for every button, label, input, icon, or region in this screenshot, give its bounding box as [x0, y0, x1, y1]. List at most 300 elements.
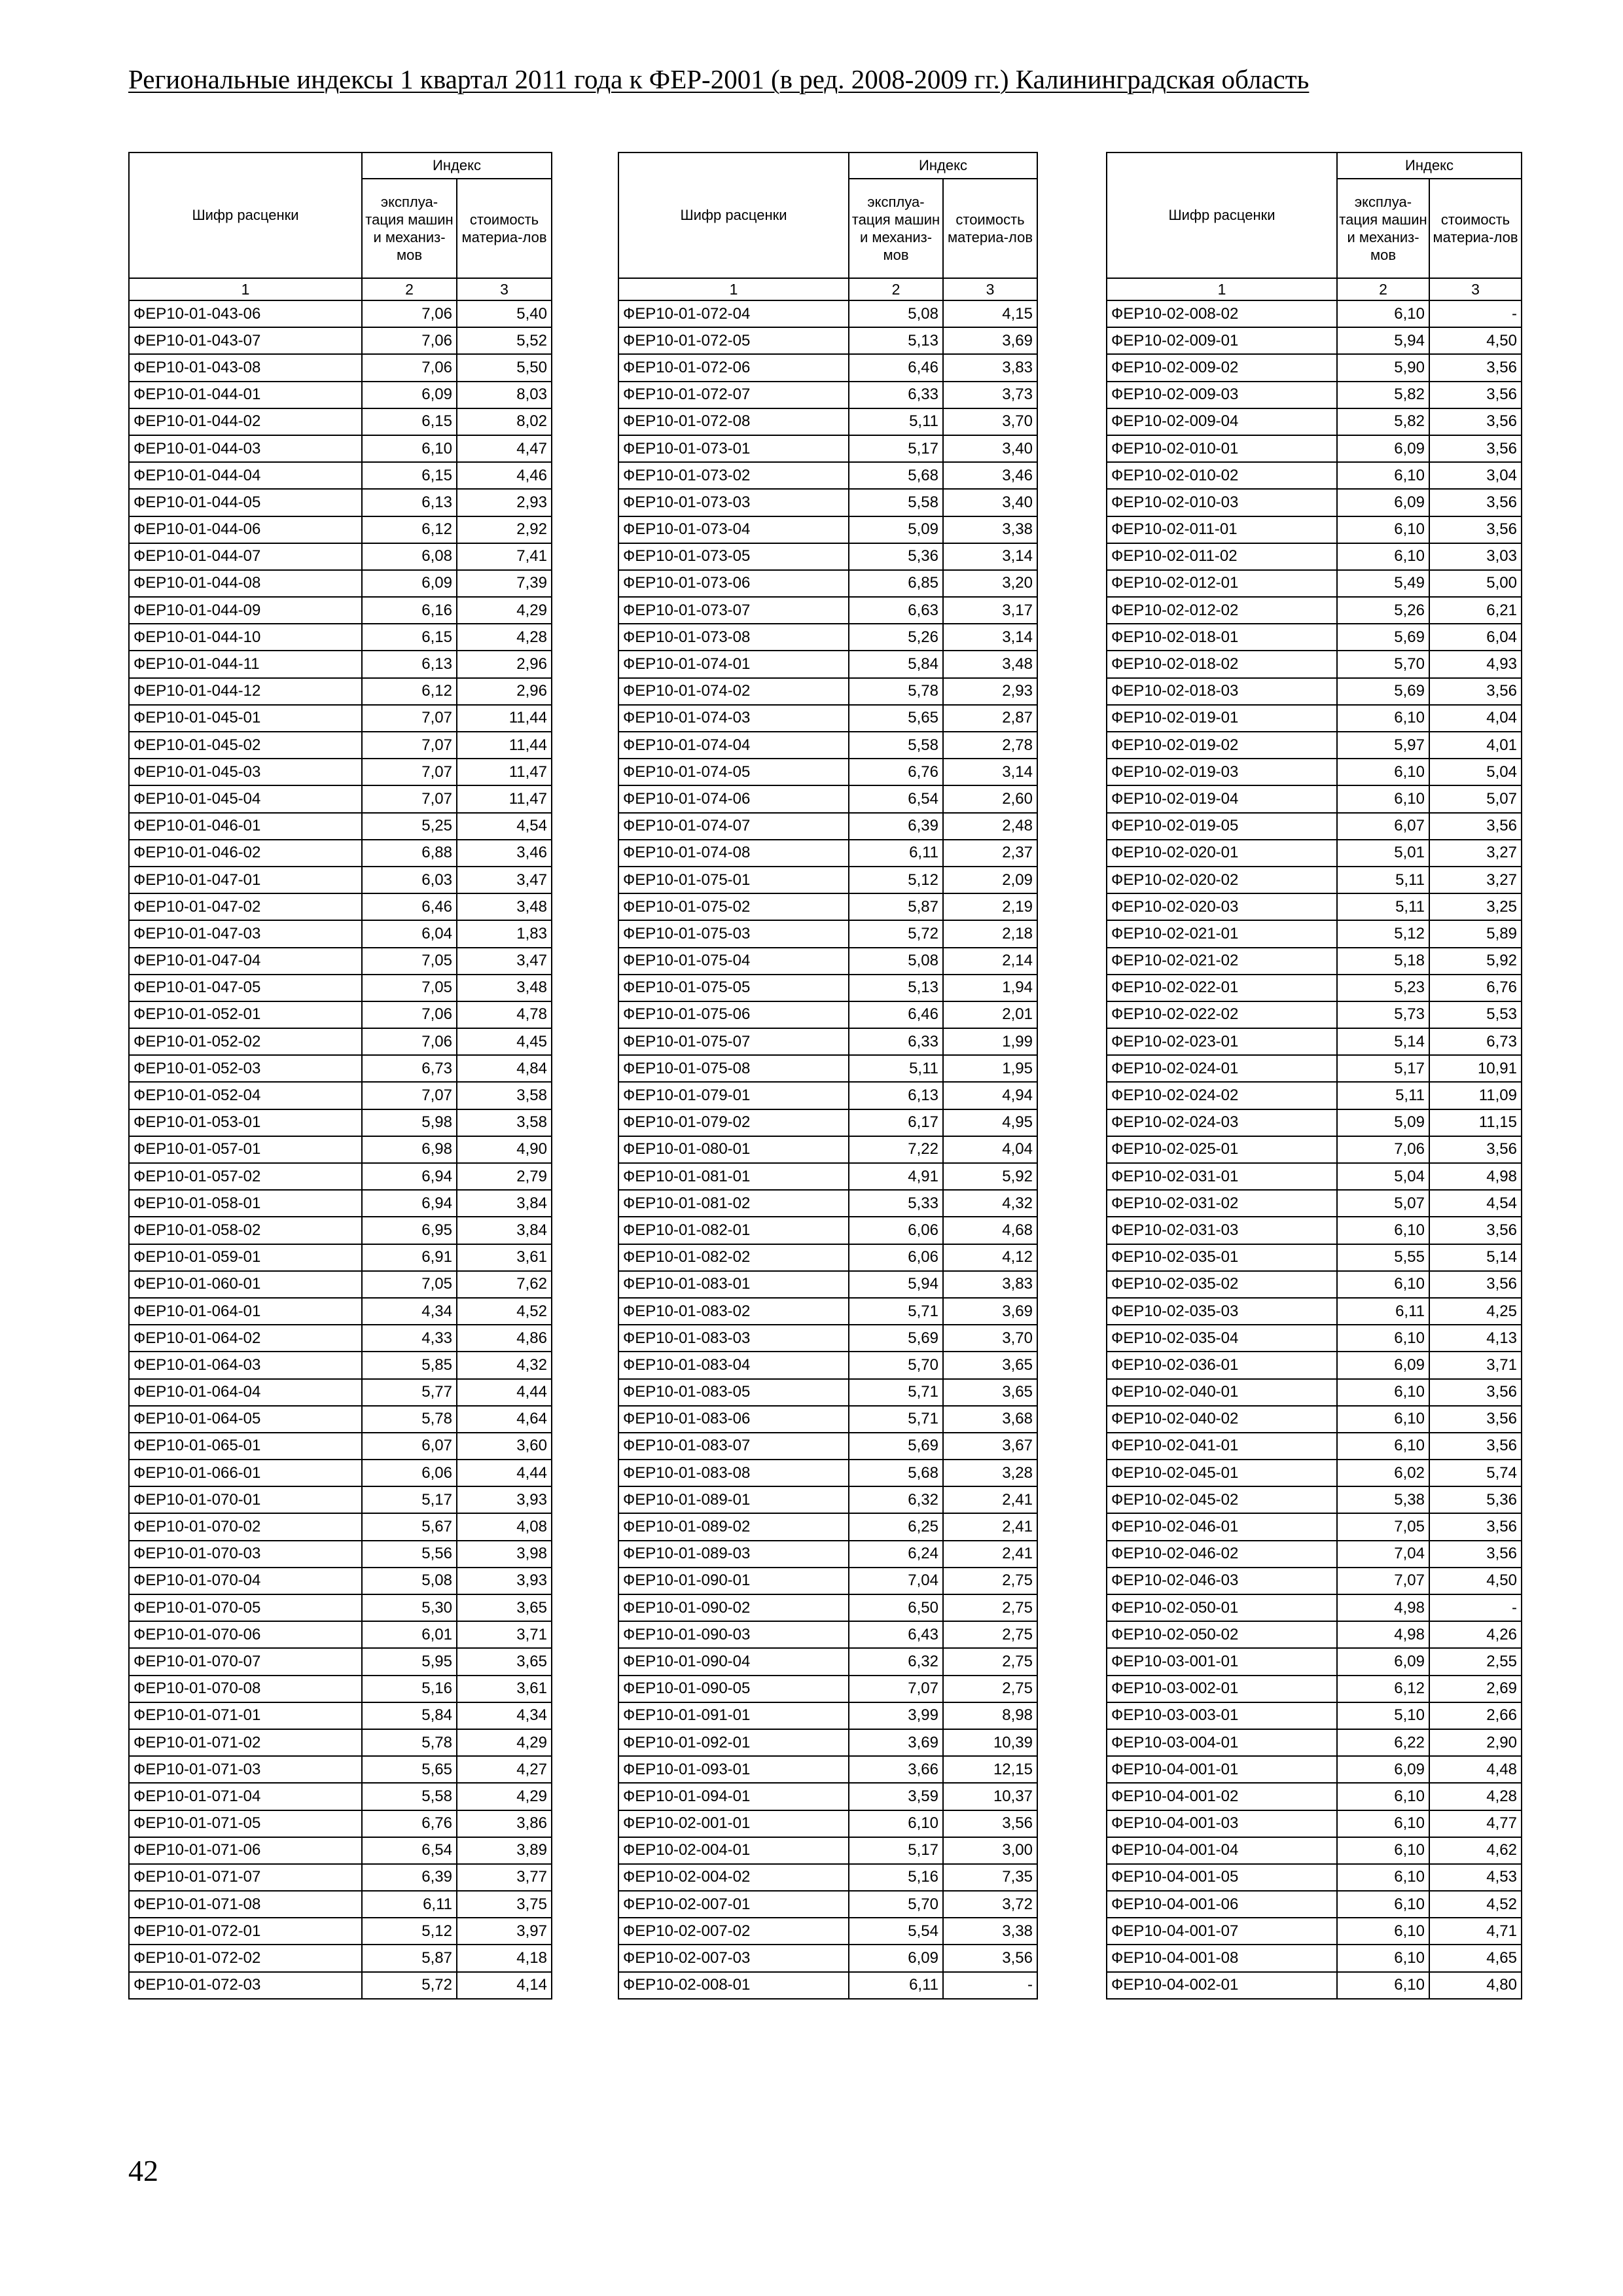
table-row: [1107, 975, 1522, 1001]
materials-index-cell: 5,53: [1429, 1001, 1522, 1028]
machines-index-cell: 6,95: [362, 1217, 457, 1244]
machines-index-cell: 6,63: [849, 597, 943, 624]
machines-index-cell: 5,09: [849, 516, 943, 543]
materials-index-cell: 3,93: [457, 1568, 552, 1594]
table-row: [129, 382, 552, 408]
table-row: [1107, 705, 1522, 732]
table-row: [618, 1756, 1037, 1783]
rate-code-cell: ФЕР10-01-071-07: [129, 1864, 362, 1891]
machines-index-cell: 6,02: [1337, 1460, 1429, 1486]
materials-index-cell: 10,37: [943, 1783, 1037, 1810]
rate-code-cell: ФЕР10-01-070-06: [129, 1621, 362, 1648]
materials-index-cell: 3,75: [457, 1891, 552, 1918]
machines-index-cell: 6,33: [849, 1028, 943, 1055]
machines-index-cell: 6,22: [1337, 1729, 1429, 1756]
table-row: [618, 1594, 1037, 1621]
rate-code-cell: ФЕР10-02-007-02: [618, 1918, 849, 1945]
rate-code-cell: ФЕР10-02-035-01: [1107, 1244, 1337, 1271]
header-index: Индекс: [362, 152, 552, 179]
table-row: [129, 1729, 552, 1756]
table-row: [129, 1082, 552, 1109]
materials-index-cell: 3,46: [943, 462, 1037, 489]
machines-index-cell: 6,10: [1337, 785, 1429, 812]
rate-code-cell: ФЕР10-01-044-08: [129, 570, 362, 597]
table-row: [618, 1702, 1037, 1729]
machines-index-cell: 5,11: [849, 1055, 943, 1082]
rate-code-cell: ФЕР10-01-075-05: [618, 975, 849, 1001]
materials-index-cell: 3,58: [457, 1082, 552, 1109]
materials-index-cell: 4,15: [943, 300, 1037, 327]
materials-index-cell: 3,56: [1429, 1379, 1522, 1406]
header-num-2: 2: [849, 278, 943, 300]
rate-code-cell: ФЕР10-01-081-02: [618, 1190, 849, 1217]
materials-index-cell: 4,29: [457, 1783, 552, 1810]
table-row: [129, 975, 552, 1001]
table-row: [129, 1864, 552, 1891]
rate-code-cell: ФЕР10-01-075-07: [618, 1028, 849, 1055]
materials-index-cell: 3,56: [1429, 1406, 1522, 1433]
materials-index-cell: 3,77: [457, 1864, 552, 1891]
table-row: [129, 759, 552, 785]
machines-index-cell: 5,33: [849, 1190, 943, 1217]
rate-code-cell: ФЕР10-01-070-02: [129, 1513, 362, 1540]
table-row: [618, 1244, 1037, 1271]
materials-index-cell: 4,25: [1429, 1298, 1522, 1325]
machines-index-cell: 7,07: [362, 705, 457, 732]
machines-index-cell: 3,66: [849, 1756, 943, 1783]
table-row: [1107, 462, 1522, 489]
rate-code-cell: ФЕР10-01-083-04: [618, 1352, 849, 1378]
table-row: [618, 1028, 1037, 1055]
rate-code-cell: ФЕР10-01-072-04: [618, 300, 849, 327]
header-code: Шифр расценки: [618, 152, 849, 278]
table-row: [1107, 1864, 1522, 1891]
materials-index-cell: 4,53: [1429, 1864, 1522, 1891]
materials-index-cell: 1,94: [943, 975, 1037, 1001]
machines-index-cell: 7,06: [362, 354, 457, 381]
rate-code-cell: ФЕР10-02-004-02: [618, 1864, 849, 1891]
rate-code-cell: ФЕР10-02-009-04: [1107, 408, 1337, 435]
machines-index-cell: 6,09: [1337, 1756, 1429, 1783]
table-row: [1107, 948, 1522, 975]
materials-index-cell: 3,56: [1429, 354, 1522, 381]
machines-index-cell: 6,09: [1337, 1648, 1429, 1675]
materials-index-cell: 8,98: [943, 1702, 1037, 1729]
rate-code-cell: ФЕР10-02-045-02: [1107, 1486, 1337, 1513]
machines-index-cell: 5,72: [849, 920, 943, 947]
table-row: [1107, 489, 1522, 516]
rate-code-cell: ФЕР10-01-075-08: [618, 1055, 849, 1082]
rate-code-cell: ФЕР10-01-044-10: [129, 624, 362, 651]
table-row: [1107, 732, 1522, 759]
rate-code-cell: ФЕР10-01-064-05: [129, 1406, 362, 1433]
rate-code-cell: ФЕР10-02-040-02: [1107, 1406, 1337, 1433]
materials-index-cell: 3,03: [1429, 543, 1522, 570]
rate-code-cell: ФЕР10-02-019-04: [1107, 785, 1337, 812]
table-row: [129, 1621, 552, 1648]
materials-index-cell: 4,86: [457, 1325, 552, 1352]
materials-index-cell: 4,64: [457, 1406, 552, 1433]
machines-index-cell: 6,39: [362, 1864, 457, 1891]
materials-index-cell: 3,98: [457, 1541, 552, 1568]
machines-index-cell: 7,06: [362, 300, 457, 327]
rate-code-cell: ФЕР10-01-071-02: [129, 1729, 362, 1756]
table-row: [618, 920, 1037, 947]
materials-index-cell: 4,18: [457, 1945, 552, 1971]
table-row: [1107, 1460, 1522, 1486]
materials-index-cell: 8,02: [457, 408, 552, 435]
header-machines: эксплуа-тация машин и механиз-мов: [362, 179, 457, 278]
machines-index-cell: 5,01: [1337, 840, 1429, 867]
table-row: [1107, 624, 1522, 651]
rate-code-cell: ФЕР10-01-072-07: [618, 382, 849, 408]
rate-code-cell: ФЕР10-02-001-01: [618, 1810, 849, 1837]
materials-index-cell: 4,44: [457, 1460, 552, 1486]
rate-code-cell: ФЕР10-01-073-06: [618, 570, 849, 597]
table-row: [618, 1352, 1037, 1378]
table-row: [1107, 1648, 1522, 1675]
machines-index-cell: 5,26: [849, 624, 943, 651]
machines-index-cell: 6,10: [1337, 1379, 1429, 1406]
materials-index-cell: 7,35: [943, 1864, 1037, 1891]
rate-code-cell: ФЕР10-01-082-01: [618, 1217, 849, 1244]
rate-code-cell: ФЕР10-04-002-01: [1107, 1972, 1337, 1999]
machines-index-cell: 6,46: [849, 354, 943, 381]
rate-code-cell: ФЕР10-01-057-01: [129, 1136, 362, 1163]
rate-code-cell: ФЕР10-02-031-01: [1107, 1163, 1337, 1190]
rate-code-cell: ФЕР10-01-080-01: [618, 1136, 849, 1163]
table-row: [618, 651, 1037, 677]
machines-index-cell: 5,07: [1337, 1190, 1429, 1217]
table-row: [618, 1190, 1037, 1217]
machines-index-cell: 5,71: [849, 1379, 943, 1406]
materials-index-cell: 5,92: [943, 1163, 1037, 1190]
rate-code-cell: ФЕР10-01-074-07: [618, 813, 849, 840]
machines-index-cell: 5,65: [849, 705, 943, 732]
materials-index-cell: 2,75: [943, 1621, 1037, 1648]
machines-index-cell: 4,34: [362, 1298, 457, 1325]
rate-code-cell: ФЕР10-01-075-01: [618, 867, 849, 893]
materials-index-cell: 3,47: [457, 867, 552, 893]
table-row: [618, 462, 1037, 489]
machines-index-cell: 6,10: [1337, 516, 1429, 543]
table-row: [129, 732, 552, 759]
materials-index-cell: 4,77: [1429, 1810, 1522, 1837]
rate-code-cell: ФЕР10-01-075-06: [618, 1001, 849, 1028]
machines-index-cell: 6,24: [849, 1541, 943, 1568]
rate-code-cell: ФЕР10-01-047-04: [129, 948, 362, 975]
rate-code-cell: ФЕР10-02-009-03: [1107, 382, 1337, 408]
materials-index-cell: 5,89: [1429, 920, 1522, 947]
header-index: Индекс: [1337, 152, 1522, 179]
rate-code-cell: ФЕР10-01-073-07: [618, 597, 849, 624]
materials-index-cell: 3,71: [457, 1621, 552, 1648]
machines-index-cell: 6,13: [362, 651, 457, 677]
rate-code-cell: ФЕР10-04-001-06: [1107, 1891, 1337, 1918]
materials-index-cell: 2,60: [943, 785, 1037, 812]
materials-index-cell: 4,14: [457, 1972, 552, 1999]
table-row: [1107, 1055, 1522, 1082]
materials-index-cell: 3,89: [457, 1837, 552, 1864]
machines-index-cell: 5,70: [849, 1891, 943, 1918]
materials-index-cell: 4,84: [457, 1055, 552, 1082]
machines-index-cell: 5,65: [362, 1756, 457, 1783]
rate-code-cell: ФЕР10-01-065-01: [129, 1433, 362, 1460]
rate-code-cell: ФЕР10-01-074-08: [618, 840, 849, 867]
machines-index-cell: 6,10: [362, 435, 457, 462]
machines-index-cell: 4,98: [1337, 1594, 1429, 1621]
table-row: [129, 867, 552, 893]
machines-index-cell: 6,12: [362, 516, 457, 543]
rate-code-cell: ФЕР10-01-070-05: [129, 1594, 362, 1621]
machines-index-cell: 5,10: [1337, 1702, 1429, 1729]
materials-index-cell: 2,93: [457, 489, 552, 516]
machines-index-cell: 6,73: [362, 1055, 457, 1082]
materials-index-cell: 5,36: [1429, 1486, 1522, 1513]
table-row: [1107, 382, 1522, 408]
table-row: [618, 516, 1037, 543]
materials-index-cell: 4,71: [1429, 1918, 1522, 1945]
rate-code-cell: ФЕР10-01-044-03: [129, 435, 362, 462]
table-row: [129, 1163, 552, 1190]
rate-code-cell: ФЕР10-01-057-02: [129, 1163, 362, 1190]
table-row: [129, 1810, 552, 1837]
materials-index-cell: 3,27: [1429, 867, 1522, 893]
machines-index-cell: 5,17: [849, 435, 943, 462]
materials-index-cell: 1,99: [943, 1028, 1037, 1055]
materials-index-cell: 4,44: [457, 1379, 552, 1406]
machines-index-cell: 5,98: [362, 1109, 457, 1136]
rate-code-cell: ФЕР10-01-075-04: [618, 948, 849, 975]
materials-index-cell: 5,92: [1429, 948, 1522, 975]
table-row: [129, 408, 552, 435]
rate-code-cell: ФЕР10-01-047-01: [129, 867, 362, 893]
machines-index-cell: 7,06: [362, 1028, 457, 1055]
rate-code-cell: ФЕР10-02-019-01: [1107, 705, 1337, 732]
table-row: [129, 1783, 552, 1810]
machines-index-cell: 6,10: [1337, 1918, 1429, 1945]
table-row: [129, 1972, 552, 1999]
rate-code-cell: ФЕР10-01-092-01: [618, 1729, 849, 1756]
rate-code-cell: ФЕР10-02-050-02: [1107, 1621, 1337, 1648]
materials-index-cell: 4,47: [457, 435, 552, 462]
materials-index-cell: 3,56: [1429, 408, 1522, 435]
rate-code-cell: ФЕР10-01-074-03: [618, 705, 849, 732]
materials-index-cell: 3,48: [457, 893, 552, 920]
rate-code-cell: ФЕР10-02-035-02: [1107, 1271, 1337, 1298]
table-row: [129, 435, 552, 462]
rate-code-cell: ФЕР10-01-072-01: [129, 1918, 362, 1945]
table-row: [1107, 1729, 1522, 1756]
machines-index-cell: 6,10: [1337, 1325, 1429, 1352]
machines-index-cell: 5,84: [849, 651, 943, 677]
rate-code-cell: ФЕР10-01-074-02: [618, 678, 849, 705]
machines-index-cell: 6,46: [849, 1001, 943, 1028]
materials-index-cell: 2,75: [943, 1594, 1037, 1621]
machines-index-cell: 5,26: [1337, 597, 1429, 624]
machines-index-cell: 6,10: [1337, 1810, 1429, 1837]
table-row: [1107, 1028, 1522, 1055]
rate-code-cell: ФЕР10-01-073-02: [618, 462, 849, 489]
rate-code-cell: ФЕР10-01-043-07: [129, 327, 362, 354]
table-row: [129, 1217, 552, 1244]
materials-index-cell: 4,28: [1429, 1783, 1522, 1810]
machines-index-cell: 5,14: [1337, 1028, 1429, 1055]
materials-index-cell: 3,65: [457, 1594, 552, 1621]
machines-index-cell: 5,58: [849, 732, 943, 759]
table-row: [1107, 1702, 1522, 1729]
table-row: [1107, 1568, 1522, 1594]
table-row: [618, 1109, 1037, 1136]
table-row: [1107, 840, 1522, 867]
rate-code-cell: ФЕР10-01-073-03: [618, 489, 849, 516]
machines-index-cell: 6,08: [362, 543, 457, 570]
table-row: [618, 1972, 1037, 1999]
rate-code-cell: ФЕР10-01-058-01: [129, 1190, 362, 1217]
materials-index-cell: 3,48: [457, 975, 552, 1001]
materials-index-cell: 4,50: [1429, 327, 1522, 354]
table-row: [129, 1756, 552, 1783]
machines-index-cell: 5,08: [362, 1568, 457, 1594]
table-row: [129, 1109, 552, 1136]
table-row: [618, 785, 1037, 812]
rate-code-cell: ФЕР10-02-007-03: [618, 1945, 849, 1971]
index-table-2: [618, 152, 1038, 2000]
materials-index-cell: 4,78: [457, 1001, 552, 1028]
machines-index-cell: 3,59: [849, 1783, 943, 1810]
table-row: [129, 1028, 552, 1055]
materials-index-cell: 4,54: [457, 813, 552, 840]
materials-index-cell: 6,04: [1429, 624, 1522, 651]
rate-code-cell: ФЕР10-02-008-02: [1107, 300, 1337, 327]
rate-code-cell: ФЕР10-02-009-02: [1107, 354, 1337, 381]
machines-index-cell: 5,58: [362, 1783, 457, 1810]
materials-index-cell: 4,95: [943, 1109, 1037, 1136]
rate-code-cell: ФЕР10-01-074-04: [618, 732, 849, 759]
rate-code-cell: ФЕР10-01-045-04: [129, 785, 362, 812]
rate-code-cell: ФЕР10-02-045-01: [1107, 1460, 1337, 1486]
table-row: [618, 1082, 1037, 1109]
machines-index-cell: 6,10: [1337, 543, 1429, 570]
rate-code-cell: ФЕР10-02-004-01: [618, 1837, 849, 1864]
rate-code-cell: ФЕР10-02-046-03: [1107, 1568, 1337, 1594]
table-row: [618, 1433, 1037, 1460]
machines-index-cell: 5,68: [849, 1460, 943, 1486]
rate-code-cell: ФЕР10-01-090-03: [618, 1621, 849, 1648]
materials-index-cell: 3,67: [943, 1433, 1037, 1460]
machines-index-cell: 5,38: [1337, 1486, 1429, 1513]
materials-index-cell: 5,07: [1429, 785, 1522, 812]
materials-index-cell: 2,69: [1429, 1676, 1522, 1702]
machines-index-cell: 6,13: [362, 489, 457, 516]
machines-index-cell: 5,36: [849, 543, 943, 570]
materials-index-cell: 3,56: [1429, 489, 1522, 516]
rate-code-cell: ФЕР10-01-044-04: [129, 462, 362, 489]
rate-code-cell: ФЕР10-01-044-06: [129, 516, 362, 543]
table-row: [1107, 1244, 1522, 1271]
table-row: [1107, 1190, 1522, 1217]
table-row: [1107, 813, 1522, 840]
machines-index-cell: 5,11: [849, 408, 943, 435]
table-row: [618, 408, 1037, 435]
materials-index-cell: 3,86: [457, 1810, 552, 1837]
table-row: [129, 705, 552, 732]
machines-index-cell: 5,49: [1337, 570, 1429, 597]
rate-code-cell: ФЕР10-01-045-01: [129, 705, 362, 732]
machines-index-cell: 6,46: [362, 893, 457, 920]
table-row: [1107, 1891, 1522, 1918]
rate-code-cell: ФЕР10-02-046-01: [1107, 1513, 1337, 1540]
rate-code-cell: ФЕР10-03-002-01: [1107, 1676, 1337, 1702]
table-row: [618, 1406, 1037, 1433]
machines-index-cell: 5,18: [1337, 948, 1429, 975]
materials-index-cell: 3,83: [943, 354, 1037, 381]
materials-index-cell: 3,58: [457, 1109, 552, 1136]
machines-index-cell: 7,07: [362, 732, 457, 759]
rate-code-cell: ФЕР10-01-052-03: [129, 1055, 362, 1082]
machines-index-cell: 6,54: [362, 1837, 457, 1864]
rate-code-cell: ФЕР10-02-012-01: [1107, 570, 1337, 597]
rate-code-cell: ФЕР10-02-020-03: [1107, 893, 1337, 920]
header-materials: стоимость материа-лов: [1429, 179, 1522, 278]
materials-index-cell: 4,04: [1429, 705, 1522, 732]
rate-code-cell: ФЕР10-01-047-05: [129, 975, 362, 1001]
header-num-1: 1: [1107, 278, 1337, 300]
table-row: [1107, 651, 1522, 677]
machines-index-cell: 6,88: [362, 840, 457, 867]
table-row: [618, 1729, 1037, 1756]
machines-index-cell: 6,10: [1337, 759, 1429, 785]
materials-index-cell: 4,32: [943, 1190, 1037, 1217]
machines-index-cell: 6,11: [849, 1972, 943, 1999]
rate-code-cell: ФЕР10-03-004-01: [1107, 1729, 1337, 1756]
materials-index-cell: 2,75: [943, 1676, 1037, 1702]
header-materials: стоимость материа-лов: [943, 179, 1037, 278]
machines-index-cell: 5,30: [362, 1594, 457, 1621]
machines-index-cell: 6,54: [849, 785, 943, 812]
machines-index-cell: 6,10: [1337, 1891, 1429, 1918]
rate-code-cell: ФЕР10-01-083-05: [618, 1379, 849, 1406]
rate-code-cell: ФЕР10-01-044-12: [129, 678, 362, 705]
table-row: [1107, 327, 1522, 354]
machines-index-cell: 6,10: [1337, 1864, 1429, 1891]
rate-code-cell: ФЕР10-02-040-01: [1107, 1379, 1337, 1406]
materials-index-cell: 2,96: [457, 651, 552, 677]
materials-index-cell: 12,15: [943, 1756, 1037, 1783]
rate-code-cell: ФЕР10-01-047-03: [129, 920, 362, 947]
table-row: [129, 1568, 552, 1594]
rate-code-cell: ФЕР10-02-024-02: [1107, 1082, 1337, 1109]
rate-code-cell: ФЕР10-01-052-01: [129, 1001, 362, 1028]
materials-index-cell: 4,65: [1429, 1945, 1522, 1971]
table-row: [1107, 1783, 1522, 1810]
rate-code-cell: ФЕР10-02-022-01: [1107, 975, 1337, 1001]
rate-code-cell: ФЕР10-01-079-02: [618, 1109, 849, 1136]
table-row: [1107, 1433, 1522, 1460]
rate-code-cell: ФЕР10-01-075-02: [618, 893, 849, 920]
rate-code-cell: ФЕР10-01-073-04: [618, 516, 849, 543]
machines-index-cell: 6,10: [1337, 1783, 1429, 1810]
materials-index-cell: 10,39: [943, 1729, 1037, 1756]
machines-index-cell: 5,12: [849, 867, 943, 893]
table-row: [1107, 1541, 1522, 1568]
materials-index-cell: 3,17: [943, 597, 1037, 624]
table-row: [1107, 435, 1522, 462]
table-row: [618, 1513, 1037, 1540]
table-row: [129, 1486, 552, 1513]
rate-code-cell: ФЕР10-01-052-02: [129, 1028, 362, 1055]
rate-code-cell: ФЕР10-01-089-03: [618, 1541, 849, 1568]
